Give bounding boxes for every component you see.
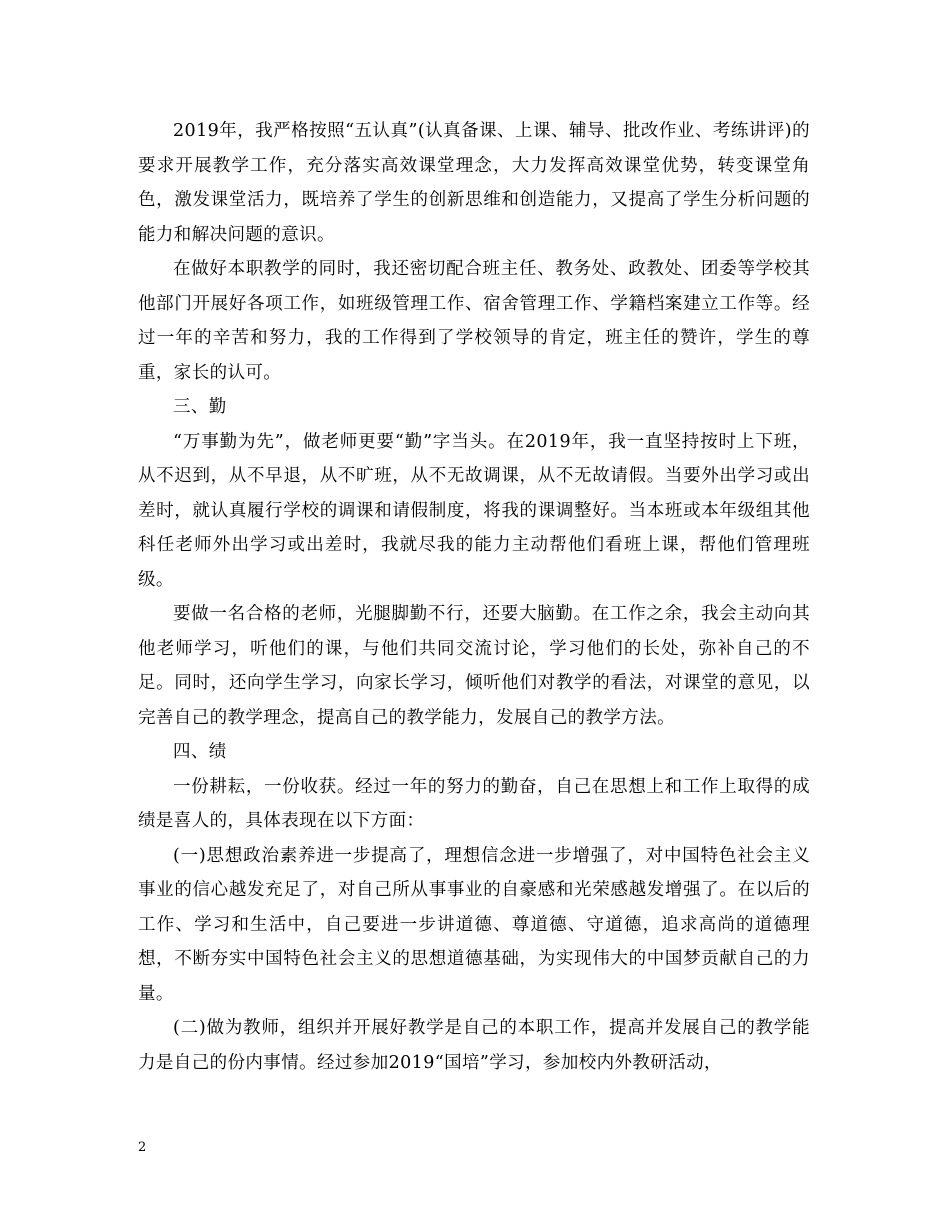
paragraph-achievement-1: (一)思想政治素养进一步提高了，理想信念进一步增强了，对中国特色社会主义事业的信心越发充足了，对自己所从事事业的自豪感和光荣感越发增强了。在以后的工作、学习和生活中，自己要进一步讲道德、尊道德、守道德，追求高尚的道德理想，不断夯实中国特色社会主义的思想道德基础，为实现伟大的中国梦贡献自己的力量。 — [138, 845, 810, 1004]
paragraph-achievements-intro: 一份耕耘，一份收获。经过一年的努力的勤奋，自己在思想上和工作上取得的成绩是喜人的，具体表现在以下方面： — [138, 776, 810, 831]
paragraph-cooperation: 在做好本职教学的同时，我还密切配合班主任、教务处、政教处、团委等学校其他部门开展好各项工作，如班级管理工作、宿舍管理工作、学籍档案建立工作等。经过一年的辛苦和努力，我的工作得到了学校领导的肯定，班主任的赞许，学生的尊重，家长的认可。 — [138, 259, 810, 383]
paragraph-diligence-learning: 要做一名合格的老师，光腿脚勤不行，还要大脑勤。在工作之余，我会主动向其他老师学习，听他们的课，与他们共同交流讨论，学习他们的长处，弥补自己的不足。同时，还向学生学习，向家长学习，倾听他们对教学的看法，对课堂的意见，以完善自己的教学理念，提高自己的教学能力，发展自己的教学方法。 — [138, 604, 810, 728]
section-heading-achievements: 四、绩 — [173, 742, 227, 762]
paragraph-achievement-2: (二)做为教师，组织并开展好教学是自己的本职工作，提高并发展自己的教学能力是自己的份内事情。经过参加2019“国培”学习，参加校内外教研活动， — [138, 1018, 810, 1073]
paragraph-teaching-work: 2019年，我严格按照“五认真”(认真备课、上课、辅导、批改作业、考练讲评)的要求开展教学工作，充分落实高效课堂理念，大力发挥高效课堂优势，转变课堂角色，激发课堂活力，既培养了学生的创新思维和创造能力，又提高了学生分析问题的能力和解决问题的意识。 — [138, 121, 810, 245]
page-number: 2 — [138, 1140, 147, 1155]
section-heading-diligence: 三、勤 — [173, 397, 227, 417]
document-body — [138, 114, 810, 1080]
paragraph-diligence-attendance: “万事勤为先”，做老师更要“勤”字当头。在2019年，我一直坚持按时上下班，从不迟到，从不早退，从不旷班，从不无故调课，从不无故请假。当要外出学习或出差时，就认真履行学校的调课和请假制度，将我的课调整好。当本班或本年级组其他科任老师外出学习或出差时，我就尽我的能力主动帮他们看班上课，帮他们管理班级。 — [138, 431, 810, 590]
